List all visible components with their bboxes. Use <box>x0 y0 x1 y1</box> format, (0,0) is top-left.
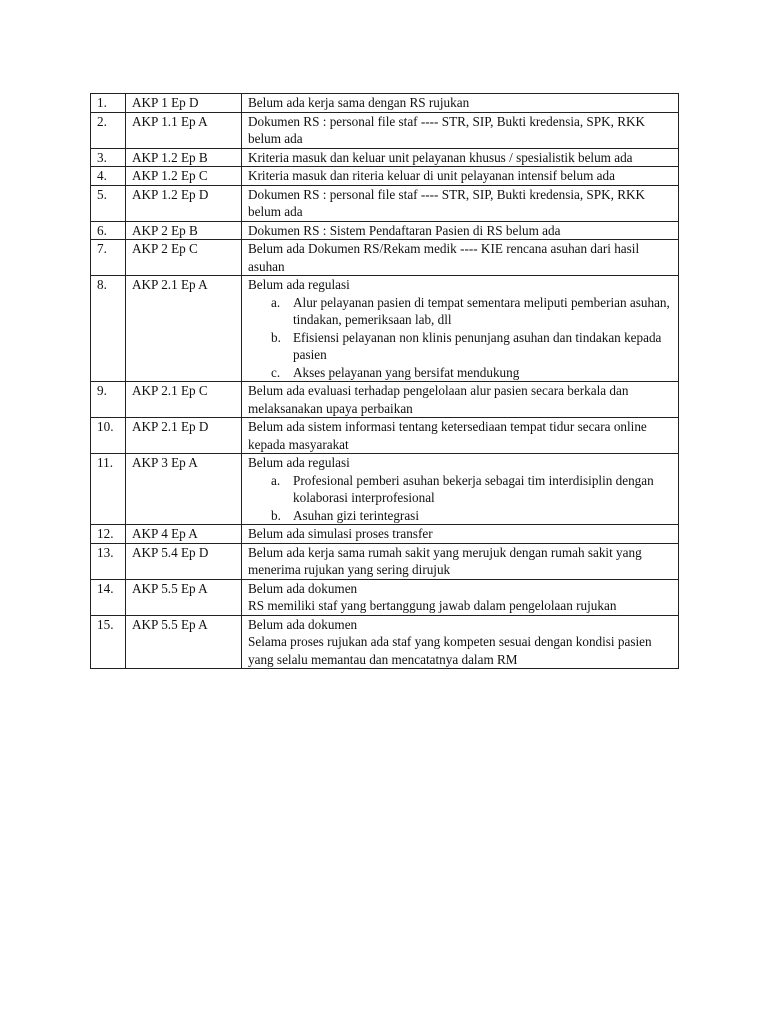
description-line: Kriteria masuk dan keluar unit pelayanan khusus / spesialistik belum ada <box>248 149 633 165</box>
row-number: 9. <box>91 382 126 418</box>
description-line: Belum ada kerja sama rumah sakit yang merujuk dengan rumah sakit yang menerima rujukan yang sering dirujuk <box>248 544 642 577</box>
finding-description <box>242 615 679 669</box>
description-line: Kriteria masuk dan riteria keluar di unit pelayanan intensif belum ada <box>248 168 615 183</box>
standard-code: AKP 1.2 Ep B <box>126 148 242 167</box>
sub-list-item <box>271 294 672 329</box>
findings-table <box>90 93 679 669</box>
standard-code: AKP 5.5 Ep A <box>126 579 242 615</box>
table-row <box>91 148 679 167</box>
table-row <box>91 579 679 615</box>
standard-code: AKP 2.1 Ep C <box>126 382 242 418</box>
row-number: 13. <box>91 543 126 579</box>
standard-code: AKP 2 Ep B <box>126 221 242 240</box>
finding-description <box>242 418 679 454</box>
list-item-text: Alur pelayanan pasien di tempat sementara meliputi pemberian asuhan, tindakan, pemeriksaan lab, dll <box>293 294 670 327</box>
row-number: 12. <box>91 525 126 544</box>
row-number: 5. <box>91 185 126 221</box>
finding-description <box>242 240 679 276</box>
list-marker: a. <box>271 472 281 488</box>
standard-code: AKP 1.2 Ep D <box>126 185 242 221</box>
table-row <box>91 543 679 579</box>
description-line: Belum ada regulasi <box>248 455 350 470</box>
sub-list <box>248 472 672 525</box>
row-number: 7. <box>91 240 126 276</box>
table-row <box>91 382 679 418</box>
finding-description <box>242 454 679 525</box>
standard-code: AKP 1 Ep D <box>126 94 242 113</box>
description-line: Selama proses rujukan ada staf yang kompeten sesuai dengan kondisi pasien yang selalu memantau dan mencatatnya dalam RM <box>248 634 652 667</box>
table-row <box>91 112 679 148</box>
sub-list-item <box>271 364 672 382</box>
description-line: RS memiliki staf yang bertanggung jawab dalam pengelolaan rujukan <box>248 598 617 613</box>
row-number: 6. <box>91 221 126 240</box>
description-line: Dokumen RS : personal file staf ---- STR, SIP, Bukti kredensia, SPK, RKK belum ada <box>248 113 646 146</box>
table-row <box>91 167 679 186</box>
table-row <box>91 94 679 113</box>
row-number: 8. <box>91 276 126 382</box>
row-number: 4. <box>91 167 126 186</box>
finding-description <box>242 382 679 418</box>
sub-list-item <box>271 329 672 364</box>
table-row <box>91 185 679 221</box>
list-marker: c. <box>271 364 281 380</box>
table-row <box>91 276 679 382</box>
description-line: Belum ada dokumen <box>248 580 358 596</box>
description-line: Belum ada simulasi proses transfer <box>248 526 433 541</box>
standard-code: AKP 1.1 Ep A <box>126 112 242 148</box>
description-line: Dokumen RS : personal file staf ---- STR, SIP, Bukti kredensia, SPK, RKK belum ada <box>248 186 646 219</box>
row-number: 11. <box>91 454 126 525</box>
row-number: 15. <box>91 615 126 669</box>
description-line: Belum ada regulasi <box>248 277 350 292</box>
standard-code: AKP 5.5 Ep A <box>126 615 242 669</box>
finding-description <box>242 94 679 113</box>
standard-code: AKP 2.1 Ep A <box>126 276 242 382</box>
sub-list <box>248 294 672 382</box>
standard-code: AKP 2 Ep C <box>126 240 242 276</box>
list-marker: b. <box>271 329 281 345</box>
finding-description <box>242 543 679 579</box>
list-item-text: Akses pelayanan yang bersifat mendukung <box>293 364 520 380</box>
table-row <box>91 240 679 276</box>
description-line: Belum ada sistem informasi tentang ketersediaan tempat tidur secara online kepada masyarakat <box>248 419 647 452</box>
sub-list-item <box>271 472 672 507</box>
description-line: Dokumen RS : Sistem Pendaftaran Pasien di RS belum ada <box>248 222 561 238</box>
table-row <box>91 615 679 669</box>
row-number: 3. <box>91 148 126 167</box>
table-row <box>91 525 679 544</box>
standard-code: AKP 1.2 Ep C <box>126 167 242 186</box>
row-number: 2. <box>91 112 126 148</box>
description-line: Belum ada kerja sama dengan RS rujukan <box>248 95 470 110</box>
description-line: Belum ada dokumen <box>248 616 358 632</box>
standard-code: AKP 4 Ep A <box>126 525 242 544</box>
row-number: 10. <box>91 418 126 454</box>
finding-description <box>242 221 679 240</box>
list-marker: b. <box>271 507 281 523</box>
description-line: Belum ada evaluasi terhadap pengelolaan alur pasien secara berkala dan melaksanakan upaya perbaikan <box>248 383 629 416</box>
findings-table-body <box>91 94 679 669</box>
finding-description <box>242 276 679 382</box>
standard-code: AKP 2.1 Ep D <box>126 418 242 454</box>
finding-description <box>242 185 679 221</box>
finding-description <box>242 112 679 148</box>
list-item-text: Asuhan gizi terintegrasi <box>293 507 419 523</box>
description-line: Belum ada Dokumen RS/Rekam medik ---- KIE rencana asuhan dari hasil asuhan <box>248 241 640 274</box>
table-row <box>91 221 679 240</box>
row-number: 14. <box>91 579 126 615</box>
finding-description <box>242 579 679 615</box>
finding-description <box>242 148 679 167</box>
standard-code: AKP 5.4 Ep D <box>126 543 242 579</box>
finding-description <box>242 167 679 186</box>
list-item-text: Profesional pemberi asuhan bekerja sebagai tim interdisiplin dengan kolaborasi interprofesional <box>293 472 654 505</box>
standard-code: AKP 3 Ep A <box>126 454 242 525</box>
sub-list-item <box>271 507 672 525</box>
finding-description <box>242 525 679 544</box>
list-marker: a. <box>271 294 281 310</box>
list-item-text: Efisiensi pelayanan non klinis penunjang asuhan dan tindakan kepada pasien <box>293 329 662 362</box>
table-row <box>91 418 679 454</box>
row-number: 1. <box>91 94 126 113</box>
table-row <box>91 454 679 525</box>
